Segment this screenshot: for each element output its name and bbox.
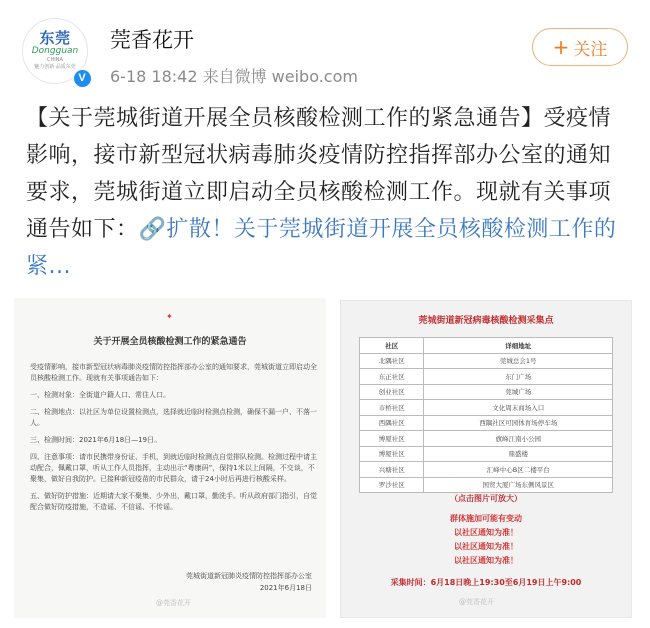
table-cell: 创业社区 xyxy=(360,384,424,400)
table-cell: 东正社区 xyxy=(360,369,424,385)
avatar-logo-cn: 东莞 xyxy=(39,29,71,47)
follow-label: 关注 xyxy=(573,39,608,60)
table-row xyxy=(360,353,613,369)
table-cell: 博厦社区 xyxy=(360,431,424,447)
table-row xyxy=(360,477,613,493)
red-notice-line: 群体施加可能有变动 xyxy=(450,514,522,523)
red-mark-icon: ✦ xyxy=(166,312,173,321)
table-header: 社区 xyxy=(360,338,424,354)
notice-signature xyxy=(186,570,312,594)
watermark: @莞香花开 xyxy=(156,599,191,607)
avatar-logo-en: Dongguan xyxy=(31,46,79,56)
table-cell: 文化周末商场入口 xyxy=(424,400,613,416)
notice-title: 关于开展全员核酸检测工作的紧急通告 xyxy=(93,337,247,347)
table-row xyxy=(360,462,613,478)
table-cell: 莞城总会1号 xyxy=(424,353,613,369)
table-cell: 北隅社区 xyxy=(360,353,424,369)
collection-table xyxy=(359,337,613,493)
post-body: 【关于莞城街道开展全员核酸检测工作的紧急通告】受疫情影响，接市新型冠状病毒肺炎疫情防控指挥部办公室的通知要求，莞城街道立即启动全员核酸检测工作。现就有关事项通告如下： xyxy=(26,106,612,242)
post-meta: 6-18 18:42 来自微博 weibo.com xyxy=(110,67,358,86)
follow-button[interactable] xyxy=(532,28,628,66)
username[interactable]: 莞香花开 xyxy=(110,28,194,52)
avatar-logo-tiny: 魅力创新·品质东莞 xyxy=(34,64,76,70)
collection-points-image[interactable] xyxy=(340,300,632,618)
table-row xyxy=(360,384,613,400)
notice-paragraph: 五、做好防护措施：近期请大家不聚集、少外出，戴口罩，勤洗手。听从政府部门指引，自觉配合做好防疫措施，不造谣、不信谣、不传谣。 xyxy=(30,492,317,511)
red-notice-line: 以社区通知为准！ xyxy=(454,556,518,565)
table-cell: 汇峰中心B区二楼平台 xyxy=(424,462,613,478)
link-icon: 🔗 xyxy=(138,217,167,242)
table-cell: 博厦社区 xyxy=(360,446,424,462)
table-cell: 西隅社区 xyxy=(360,415,424,431)
table-cell: 兴塘社区 xyxy=(360,462,424,478)
avatar-logo-small: CHINA xyxy=(47,57,63,63)
notice-paragraph: 四、注意事项：请市民携带身份证、手机，到就近临时检测点自觉排队检测。检测过程中请主动配合，佩戴口罩，听从工作人员指挥，主动出示“粤康码”，保持1米以上间隔，不交谈，不聚集，做好自我防护。已接种新冠疫苗的市民群众，请于24小时后再进行核酸采样。 xyxy=(30,453,317,483)
table-cell: 旗峰江南小公园 xyxy=(424,431,613,447)
table-cell: 市桥社区 xyxy=(360,400,424,416)
plus-icon: + xyxy=(552,35,570,59)
notice-paragraph: 一、检测对象：全街道户籍人口、常住人口。 xyxy=(30,391,170,399)
table-row xyxy=(360,400,613,416)
notice-paragraph: 二、检测地点：以社区为单位设置检测点，选择就近临时检测点检测，确保不漏一户、不落一人。 xyxy=(30,408,317,427)
collection-time: 采集时间：6月18日晚上19:30至6月19日上午9:00 xyxy=(390,578,582,587)
table-row xyxy=(360,415,613,431)
table-row xyxy=(360,446,613,462)
notice-paragraph: 受疫情影响，接市新型冠状病毒肺炎疫情防控指挥部办公室的通知要求，莞城街道立即启动全员核酸检测工作。现就有关事项通告如下： xyxy=(30,363,317,382)
table-header: 详细地址 xyxy=(424,338,613,354)
red-notice-line: 以社区通知为准！ xyxy=(454,528,518,537)
table-cell: 莞城广场 xyxy=(424,384,613,400)
table-row xyxy=(360,369,613,385)
post-link-text: 扩散！关于莞城街道开展全员核酸检测工作的紧... xyxy=(26,217,617,279)
notice-sign-date: 2021年6月18日 xyxy=(259,584,312,592)
watermark: @莞香花开 xyxy=(459,598,494,606)
post-text xyxy=(26,100,632,285)
notice-sign-org: 莞城街道新冠肺炎疫情防控指挥部办公室 xyxy=(186,572,312,580)
table-cell: 罗沙社区 xyxy=(360,477,424,493)
verified-badge-icon: V xyxy=(72,68,92,88)
table-cell: 鼎盛楼 xyxy=(424,446,613,462)
enlarge-note: （点击图片可放大） xyxy=(450,494,522,503)
table-cell: 西隅社区可园体育场停车场 xyxy=(424,415,613,431)
notice-paragraph: 三、检测时间：2021年6月18日—19日。 xyxy=(30,436,162,444)
table-cell: 东门广场 xyxy=(424,369,613,385)
table-row xyxy=(360,431,613,447)
collection-title: 莞城街道新冠病毒核酸检测采集点 xyxy=(418,316,554,326)
notice-image[interactable] xyxy=(14,298,326,618)
notice-body xyxy=(30,362,320,519)
table-cell: 国贸大厦广场东侧风景区 xyxy=(424,477,613,493)
red-notice-line: 以社区通知为准！ xyxy=(454,542,518,551)
